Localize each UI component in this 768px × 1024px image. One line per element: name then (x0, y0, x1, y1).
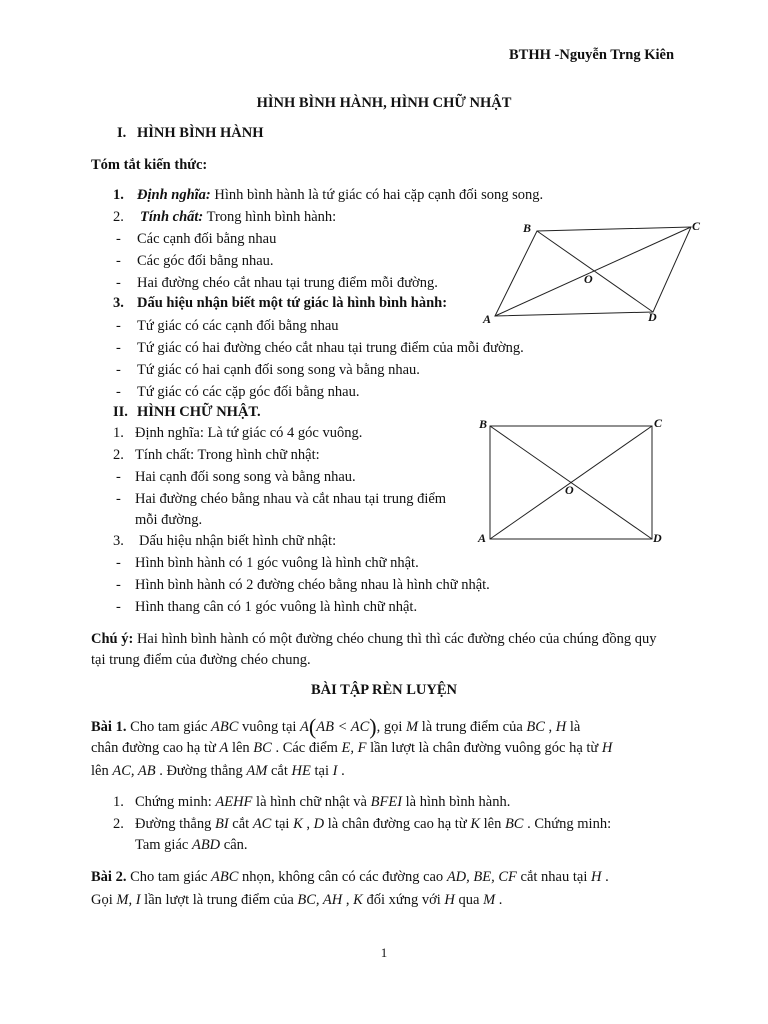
dash: - (116, 231, 121, 247)
t: Gọi (91, 892, 117, 908)
section2-def: Định nghĩa: Là tứ giác có 4 góc vuông. (135, 425, 363, 441)
t: lên (479, 816, 505, 832)
t: là hình bình hành. (402, 794, 511, 810)
math: AM (246, 763, 268, 779)
sign-item: Hình thang cân có 1 góc vuông là hình chữ nhật. (135, 599, 418, 615)
prop-item-cont: mỗi đường. (135, 512, 203, 528)
rectangle-label-d: D (653, 531, 662, 545)
t: nhọn, không cân có các đường cao (238, 869, 447, 885)
t: . Chứng minh: (523, 816, 612, 832)
t: , (544, 719, 556, 735)
rectangle-label-o: O (565, 483, 574, 497)
bai1-line3 (91, 763, 345, 780)
math: AC (252, 816, 272, 832)
t: tại (271, 816, 294, 832)
math: M, I (116, 892, 141, 908)
sign-item: Hình bình hành có 1 góc vuông là hình chữ nhật. (135, 555, 419, 571)
math: K (470, 816, 480, 832)
item-num: 1. (113, 794, 124, 810)
t: , (342, 892, 354, 908)
dash: - (116, 469, 121, 485)
parallelogram-figure (478, 215, 708, 330)
math: AC, AB (112, 763, 156, 779)
sign-item: Hình bình hành có 2 đường chéo bằng nhau là hình chữ nhật. (135, 577, 490, 593)
note-line1 (91, 631, 656, 648)
paren: ) (369, 714, 377, 739)
note-line2: tại trung điểm của đường chéo chung. (91, 652, 311, 668)
dash: - (116, 275, 121, 291)
section2-prop: Tính chất: Trong hình chữ nhật: (135, 447, 320, 463)
prop-item: Các cạnh đối bằng nhau (137, 231, 277, 247)
section1-num: I. (117, 125, 127, 141)
t: là trung điểm của (418, 719, 527, 735)
t: Đường thẳng (135, 816, 215, 832)
sign-label: Dấu hiệu nhận biết một tứ giác là hình bình hành: (137, 295, 448, 311)
t: , gọi (376, 719, 406, 735)
dash: - (116, 555, 121, 571)
math: HE (291, 763, 311, 779)
math: ABC (211, 869, 239, 885)
parallelogram-label-c: C (692, 219, 701, 233)
math: BC (526, 719, 545, 735)
t: chân đường cao hạ từ (91, 740, 220, 756)
t: cân. (220, 837, 248, 853)
dash: - (116, 362, 121, 378)
section2-sign: Dấu hiệu nhận biết hình chữ nhật: (139, 533, 337, 549)
t: vuông tại (238, 719, 301, 735)
t: là hình chữ nhật và (252, 794, 371, 810)
dash: - (116, 340, 121, 356)
prop-item: Hai cạnh đối song song và bằng nhau. (135, 469, 356, 485)
paren: ( (308, 714, 317, 739)
math: H (590, 869, 602, 885)
math: H (444, 892, 455, 908)
math: A (300, 719, 309, 735)
item-num: 1. (113, 425, 124, 441)
dash: - (116, 577, 121, 593)
bai1-line1 (91, 714, 580, 740)
math: M (405, 719, 419, 735)
sign-item: Tứ giác có hai cạnh đối song song và bằng nhau. (137, 362, 420, 378)
math: BC (253, 740, 272, 756)
prop-item: Hai đường chéo bằng nhau và cắt nhau tại trung điểm (135, 491, 447, 507)
math: BC (504, 816, 524, 832)
math: AD, BE, CF (446, 869, 517, 885)
math: BI (214, 816, 229, 832)
parallelogram-label-d: D (648, 310, 657, 324)
page-title: HÌNH BÌNH HÀNH, HÌNH CHỮ NHẬT (256, 95, 512, 111)
parallelogram-label-o: O (584, 272, 593, 286)
t: , (302, 816, 314, 832)
section2-num: II. (113, 404, 128, 420)
t: . Đường thẳng (155, 763, 247, 779)
item-num: 3. (113, 533, 124, 549)
def-text: Hình bình hành là tứ giác có hai cặp cạnh đối song song. (210, 187, 544, 203)
math: BFEI (370, 794, 403, 810)
note-text: Hai hình bình hành có một đường chéo chung thì thì các đường chéo của chúng đồng quy (133, 631, 657, 647)
prop-text: Trong hình bình hành: (203, 209, 337, 225)
math: H (601, 740, 613, 756)
t: cắt (267, 763, 292, 779)
bai1-line2 (91, 740, 612, 757)
t: . (495, 892, 503, 908)
sign-item: Tứ giác có các cạnh đối bằng nhau (137, 318, 339, 334)
prop-item: Hai đường chéo cắt nhau tại trung điểm mỗi đường. (137, 275, 438, 291)
t: . (337, 763, 345, 779)
item-num: 2. (113, 447, 124, 463)
t: lên (91, 763, 113, 779)
math: H (555, 719, 567, 735)
item-num: 2. (113, 816, 124, 832)
section2-heading: HÌNH CHỮ NHẬT. (137, 404, 261, 420)
prop-label: Tính chất: (140, 209, 204, 225)
math: A (219, 740, 229, 756)
prop-item: Các góc đối bằng nhau. (137, 253, 274, 269)
section1-heading: HÌNH BÌNH HÀNH (137, 125, 264, 141)
rectangle-label-c: C (654, 416, 663, 430)
note-label: Chú ý: (91, 631, 134, 647)
t: qua (454, 892, 484, 908)
t: lần lượt là trung điểm của (140, 892, 298, 908)
parallelogram-label-b: B (523, 221, 532, 235)
prop-num: 2. (113, 209, 124, 225)
rectangle-figure (474, 413, 674, 548)
def-label: Định nghĩa: (137, 187, 211, 203)
math: BC, AH (297, 892, 343, 908)
bai1-q2a (135, 816, 611, 833)
summary-label: Tóm tắt kiến thức: (91, 157, 208, 173)
t: cắt (228, 816, 253, 832)
parallelogram-label-a: A (483, 312, 492, 326)
t: lần lượt là chân đường vuông góc hạ từ (366, 740, 602, 756)
t: Cho tam giác (126, 869, 212, 885)
math: ABC (211, 719, 239, 735)
bai1-q2b (135, 837, 248, 854)
dash: - (116, 253, 121, 269)
t: Tam giác (135, 837, 192, 853)
sign-item: Tứ giác có hai đường chéo cắt nhau tại trung điểm của mỗi đường. (137, 340, 524, 356)
dash: - (116, 599, 121, 615)
math: E, F (341, 740, 367, 756)
def-num: 1. (113, 187, 124, 203)
t: là chân đường cao hạ từ (324, 816, 471, 832)
t: cắt nhau tại (516, 869, 591, 885)
math: K (293, 816, 303, 832)
bai1-label: Bài 1. (91, 719, 127, 735)
t: Cho tam giác (130, 719, 212, 735)
math: I (332, 763, 338, 779)
page-number: 1 (380, 945, 388, 960)
bai2-line1 (91, 869, 609, 886)
sign-num: 3. (113, 295, 124, 311)
bai1-q1 (135, 794, 510, 811)
math: D (313, 816, 325, 832)
math: AEHF (215, 794, 253, 810)
t: tại (310, 763, 333, 779)
t: lên (228, 740, 254, 756)
math: K (353, 892, 363, 908)
rectangle-label-a: A (478, 531, 487, 545)
sign-item: Tứ giác có các cặp góc đối bằng nhau. (137, 384, 360, 400)
prop-line (140, 209, 336, 226)
math: ABD (191, 837, 221, 853)
math: M (483, 892, 496, 908)
exercises-title: BÀI TẬP RÈN LUYỆN (311, 682, 457, 698)
rectangle-label-b: B (479, 417, 488, 431)
def-line (137, 187, 543, 204)
bai2-label: Bài 2. (91, 869, 127, 885)
header-author: BTHH -Nguyễn Trng Kiên (509, 47, 675, 63)
bai2-line2 (91, 892, 502, 909)
math: AB < AC (316, 719, 370, 735)
t: Chứng minh: (135, 794, 216, 810)
t: . Các điểm (271, 740, 342, 756)
t: là (566, 719, 581, 735)
dash: - (116, 491, 121, 507)
t: . (601, 869, 609, 885)
dash: - (116, 318, 121, 334)
dash: - (116, 384, 121, 400)
t: đối xứng với (362, 892, 445, 908)
